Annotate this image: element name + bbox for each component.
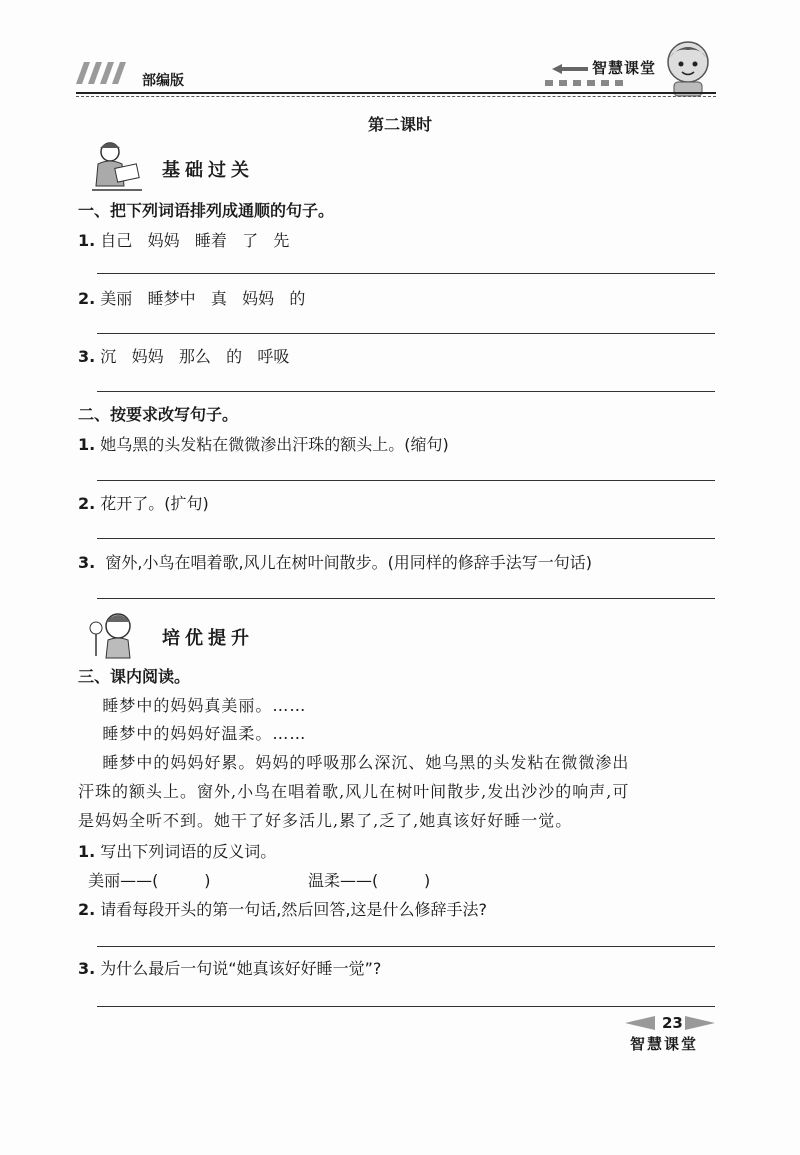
antonym-blank-2[interactable]: 温柔——( ): [308, 871, 431, 890]
answer-line[interactable]: [97, 480, 715, 481]
footer-brand: 智慧课堂: [630, 1035, 699, 1053]
q2-item-3: 3. 窗外,小鸟在唱着歌,风儿在树叶间散步。(用同样的修辞手法写一句话): [78, 553, 593, 572]
boy-reading-icon: [88, 140, 144, 194]
answer-line[interactable]: [97, 946, 715, 947]
question-heading-2: 二、按要求改写句子。: [78, 405, 239, 424]
q3-sub-1: 1. 写出下列词语的反义词。: [78, 842, 277, 861]
q1-item-1: 1. 自己 妈妈 睡着 了 先: [78, 231, 290, 250]
child-with-flower-icon: [86, 608, 142, 662]
page-number: 23: [662, 1014, 683, 1032]
answer-line[interactable]: [97, 333, 715, 334]
header-dot-bar: [545, 78, 655, 88]
answer-line[interactable]: [97, 391, 715, 392]
q3-sub-2: 2. 请看每段开头的第一句话,然后回答,这是什么修辞手法?: [78, 900, 487, 919]
arrow-decoration-icon: [552, 64, 588, 74]
q2-item-1: 1. 她乌黑的头发粘在微微渗出汗珠的额头上。(缩句): [78, 435, 449, 454]
question-heading-1: 一、把下列词语排列成通顺的句子。: [78, 201, 335, 220]
passage-line: 汗珠的额头上。窗外,小鸟在唱着歌,风儿在树叶间散步,发出沙沙的响声,可: [78, 782, 630, 801]
q1-item-3: 3. 沉 妈妈 那么 的 呼吸: [78, 347, 290, 366]
lesson-title: 第二课时: [367, 115, 432, 134]
answer-line[interactable]: [97, 1006, 715, 1007]
q1-item-2: 2. 美丽 睡梦中 真 妈妈 的: [78, 289, 306, 308]
passage-line: 睡梦中的妈妈真美丽。……: [78, 696, 307, 715]
antonym-blank-1[interactable]: 美丽——( ): [78, 871, 211, 890]
section-title-basics: 基础过关: [162, 160, 254, 181]
q2-item-2: 2. 花开了。(扩句): [78, 494, 209, 513]
girl-mascot-icon: [660, 38, 716, 98]
edition-label: 部编版: [142, 73, 184, 89]
answer-line[interactable]: [97, 273, 715, 274]
header-rule: [76, 92, 716, 94]
q3-sub-3: 3. 为什么最后一句说“她真该好好睡一觉”?: [78, 959, 382, 978]
passage-line: 睡梦中的妈妈好温柔。……: [78, 724, 307, 743]
section-title-advanced: 培优提升: [162, 628, 254, 649]
header-dashed-rule: [76, 96, 716, 97]
answer-line[interactable]: [97, 598, 715, 599]
header-stripes-decoration: [76, 62, 128, 84]
passage-line: 是妈妈全听不到。她干了好多活儿,累了,乏了,她真该好好睡一觉。: [78, 811, 573, 830]
answer-line[interactable]: [97, 538, 715, 539]
passage-line: 睡梦中的妈妈好累。妈妈的呼吸那么深沉、她乌黑的头发粘在微微渗出: [78, 753, 630, 772]
header-brand: 智慧课堂: [592, 59, 657, 77]
question-heading-3: 三、课内阅读。: [78, 667, 191, 686]
